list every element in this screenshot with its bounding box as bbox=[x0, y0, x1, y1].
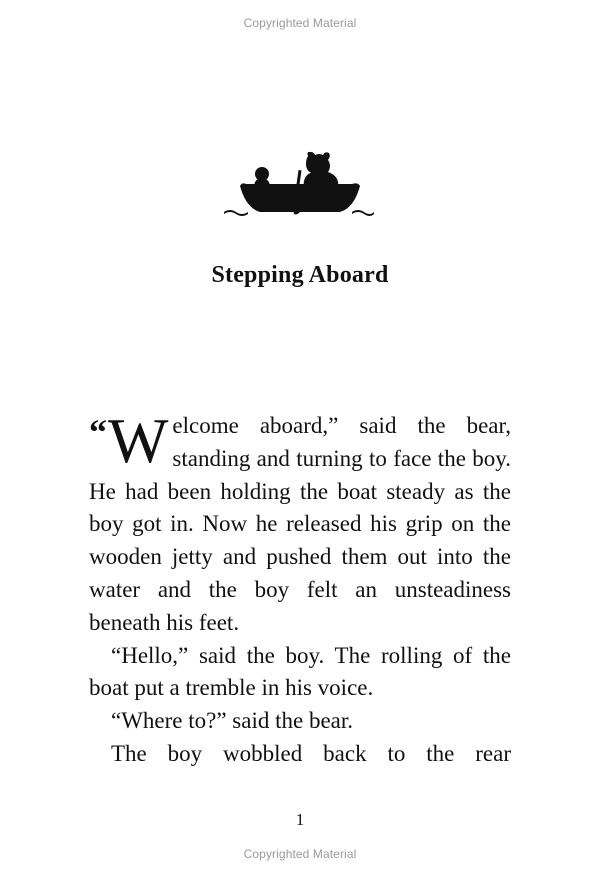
paragraph-1-text: elcome aboard,” said the bear, standing and turning to face the boy. He had been holding the boat steady as the boy got in. Now he released his grip on the wooden jetty and pushed them out into the water and the boy felt an unsteadiness beneath his feet. bbox=[89, 413, 511, 635]
paragraph-1 bbox=[89, 405, 511, 640]
page-number: 1 bbox=[295, 810, 305, 829]
chapter-title: Stepping Aboard bbox=[211, 262, 389, 288]
drop-cap-quote-mark: “ bbox=[89, 412, 107, 452]
paragraph-2: “Hello,” said the boy. The rolling of the boat put a tremble in his voice. bbox=[89, 642, 511, 701]
paragraph-3: “Where to?” said the bear. bbox=[111, 708, 354, 734]
paragraph-4: The boy wobbled back to the rear bbox=[111, 740, 511, 766]
chapter-body-text bbox=[89, 405, 511, 771]
drop-cap bbox=[89, 405, 169, 476]
copyright-watermark-top: Copyrighted Material bbox=[243, 16, 357, 30]
canoe-bear-boy-silhouette-icon bbox=[222, 148, 374, 220]
drop-cap-letter: W bbox=[108, 405, 169, 476]
copyright-watermark-bottom: Copyrighted Material bbox=[243, 847, 357, 861]
